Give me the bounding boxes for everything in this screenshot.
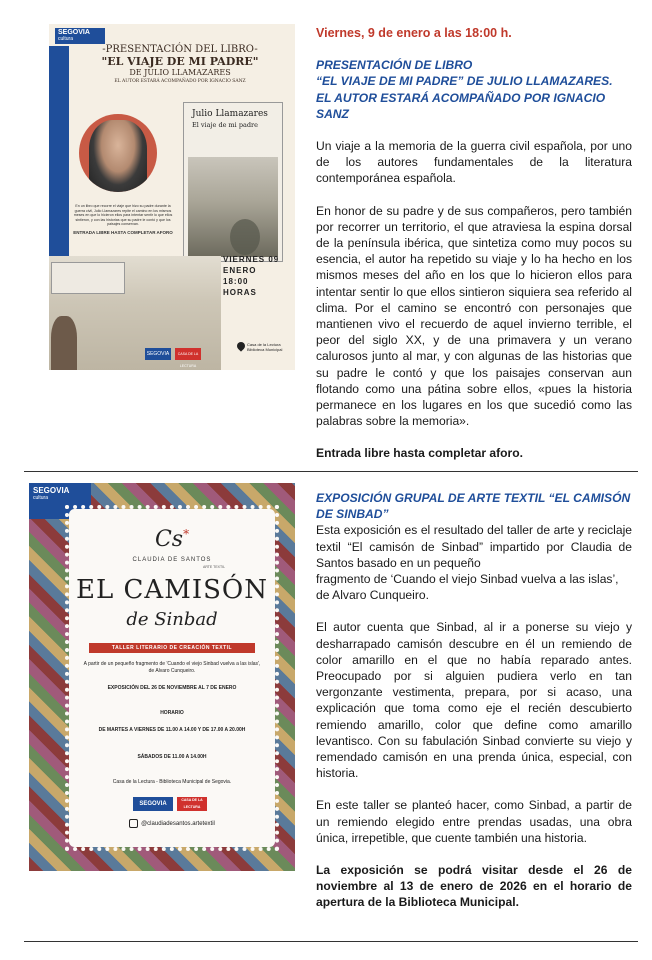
artist-subtitle: ARTE TEXTIL bbox=[203, 565, 226, 569]
casa-lectura-logo: CASA DE LA LECTURA bbox=[175, 348, 201, 360]
segovia-logo-small: SEGOVIA bbox=[145, 348, 171, 360]
poster-title bbox=[73, 44, 287, 84]
poster-title-line: EL AUTOR ESTARÁ ACOMPAÑADO POR IGNACIO SANZ bbox=[114, 79, 246, 84]
book-cover-photo bbox=[188, 157, 278, 257]
book-cover-author: Julio Llamazares bbox=[192, 109, 268, 119]
workshop-banner: TALLER LITERARIO DE CREACIÓN TEXTIL bbox=[89, 643, 255, 653]
claudia-logo: Cs* bbox=[154, 527, 190, 552]
divider bbox=[24, 941, 638, 942]
segovia-logo: SEGOVIA cultura bbox=[55, 28, 105, 44]
event1-paragraph: Un viaje a la memoria de la guerra civil española, por uno de los autores fundamentales de la literatura contemporánea española. bbox=[316, 139, 632, 186]
book-cover-title: El viaje de mi padre bbox=[192, 121, 258, 129]
poster-sabados: SÁBADOS DE 11.00 A 14.00H bbox=[137, 754, 207, 760]
book-presentation-poster bbox=[49, 24, 295, 370]
location-pin-icon bbox=[235, 340, 246, 351]
event1-date: Viernes, 9 de enero a las 18:00 h. bbox=[316, 26, 512, 40]
poster-title-line: "EL VIAJE DE MI PADRE" bbox=[101, 55, 259, 68]
poster-date: VIERNES 09 ENERO 18:00 HORAS bbox=[223, 255, 280, 297]
event2-closing: La exposición se podrá visitar desde el 26 de noviembre al 13 de enero de 2026 en el horario de apertura de la Biblioteca Municipal. bbox=[316, 863, 632, 910]
poster-subtitle: A partir de un pequeño fragmento de 'Cuando el viejo Sinbad vuelva a las islas', de Alvaro Cunqueiro. bbox=[83, 661, 261, 674]
exhibition-poster bbox=[29, 483, 295, 871]
segovia-logo: SEGOVIA cultura bbox=[29, 483, 91, 519]
poster-horario: DE MARTES A VIERNES DE 11.00 A 14.00 Y DE 17.00 A 20.00H bbox=[98, 727, 246, 733]
poster-title-line: DE JULIO LLAMAZARES bbox=[129, 68, 231, 77]
poster-entrada: ENTRADA LIBRE HASTA COMPLETAR AFORO bbox=[73, 230, 173, 235]
author-portrait bbox=[79, 114, 157, 192]
instagram-handle: @claudiadesantos.artetextil bbox=[73, 819, 271, 828]
segovia-logo-small: SEGOVIA bbox=[133, 797, 173, 811]
instagram-icon bbox=[129, 819, 138, 828]
poster-body-text: En un libro que recorre el viaje que hizo su padre durante la guerra civil, Julio Llamazares repite el camino en los mismos meses en que lo hicieron ellos para intentar sentir lo que ellos sintieron, y con las historias que su padre le contó y que los paisajes conservan. bbox=[73, 204, 173, 227]
event1-entrada: Entrada libre hasta completar aforo. bbox=[316, 446, 523, 461]
poster-location: Casa de la Lectura - Biblioteca Municipal de Segovia. bbox=[112, 779, 232, 785]
divider bbox=[24, 471, 638, 472]
event2-intro: Esta exposición es el resultado del taller de arte y reciclaje textil “El camisón de Sinbad” impartido por Claudia de Santos basado en un pequeño bbox=[316, 523, 632, 570]
event1-text bbox=[316, 25, 632, 478]
event1-title: PRESENTACIÓN DE LIBRO “EL VIAJE DE MI PADRE” DE JULIO LLAMAZARES. EL AUTOR ESTARÁ ACOMPAÑADO POR IGNACIO SANZ bbox=[316, 58, 613, 121]
poster-dates: EXPOSICIÓN DEL 26 DE NOVIEMBRE AL 7 DE ENERO bbox=[107, 685, 237, 691]
poster-location: Casa de la Lectura Biblioteca Municipal bbox=[247, 342, 283, 352]
poster-title-line: -PRESENTACIÓN DEL LIBRO- bbox=[102, 44, 258, 55]
poster-horario-label: HORARIO bbox=[160, 710, 184, 716]
poster-stamp-card bbox=[73, 513, 271, 843]
event2-text bbox=[316, 490, 632, 927]
event2-paragraph: El autor cuenta que Sinbad, al ir a ponerse su viejo y desharrapado camisón descubre en él un remiendo de color amarillo en el que no había reparado antes. Preocupado por si alguien pudiera verlo en tan vergonzante vestimenta, prepara, por si acaso, una explicación que toma como eje el recién descubierto remiendo amarillo, color que define como amarillo levantisco. Con su fabulación Sinbad convierte su viejo y remendado camisón en una prenda única, especial, con historia. bbox=[316, 620, 632, 781]
casa-lectura-logo: CASA DE LA LECTURA bbox=[177, 797, 207, 811]
event1-paragraph: En honor de su padre y de sus compañeros, pero también por recorrer un territorio, el que atraviesa la espina dorsal de la península ibérica, que sintetiza como muy pocos su esencia, el autor ha repetido su viaje y lo ha hecho en los mismos meses del año en los que lo hicieron ellos para intentar sentir lo que ellos sintieron siquiera sea referido al clima. Por el camino se encontró con personajes que mantienen vivo el recuerdo de aquel invierno terrible, el peor del siglo XX, y de una primavera y un verano calurosos junto al mar, y con algunas de las historias que su padre le contó y que los paisajes conservan aun flotando como una pátina sobre ellos, «pues la historia permanece en los lugares en los que sucedió como las palabras sobre la memoria». bbox=[316, 203, 632, 429]
artist-name: CLAUDIA DE SANTOS bbox=[132, 557, 212, 563]
event2-intro-continued: fragmento de ‘Cuando el viejo Sinbad vuelva a las islas’, de Alvaro Cunqueiro. bbox=[316, 572, 619, 603]
poster-title: EL CAMISÓN bbox=[76, 575, 268, 605]
event2-title: EXPOSICIÓN GRUPAL DE ARTE TEXTIL “EL CAMISÓN DE SINBAD” bbox=[316, 491, 631, 522]
event2-paragraph: En este taller se planteó hacer, como Sinbad, a partir de un remiendo elegido entre prendas usadas, una obra única, irrepetible, que cuente también una historia. bbox=[316, 798, 632, 845]
poster-title-script: de Sinbad bbox=[126, 609, 218, 630]
book-cover bbox=[183, 102, 283, 262]
